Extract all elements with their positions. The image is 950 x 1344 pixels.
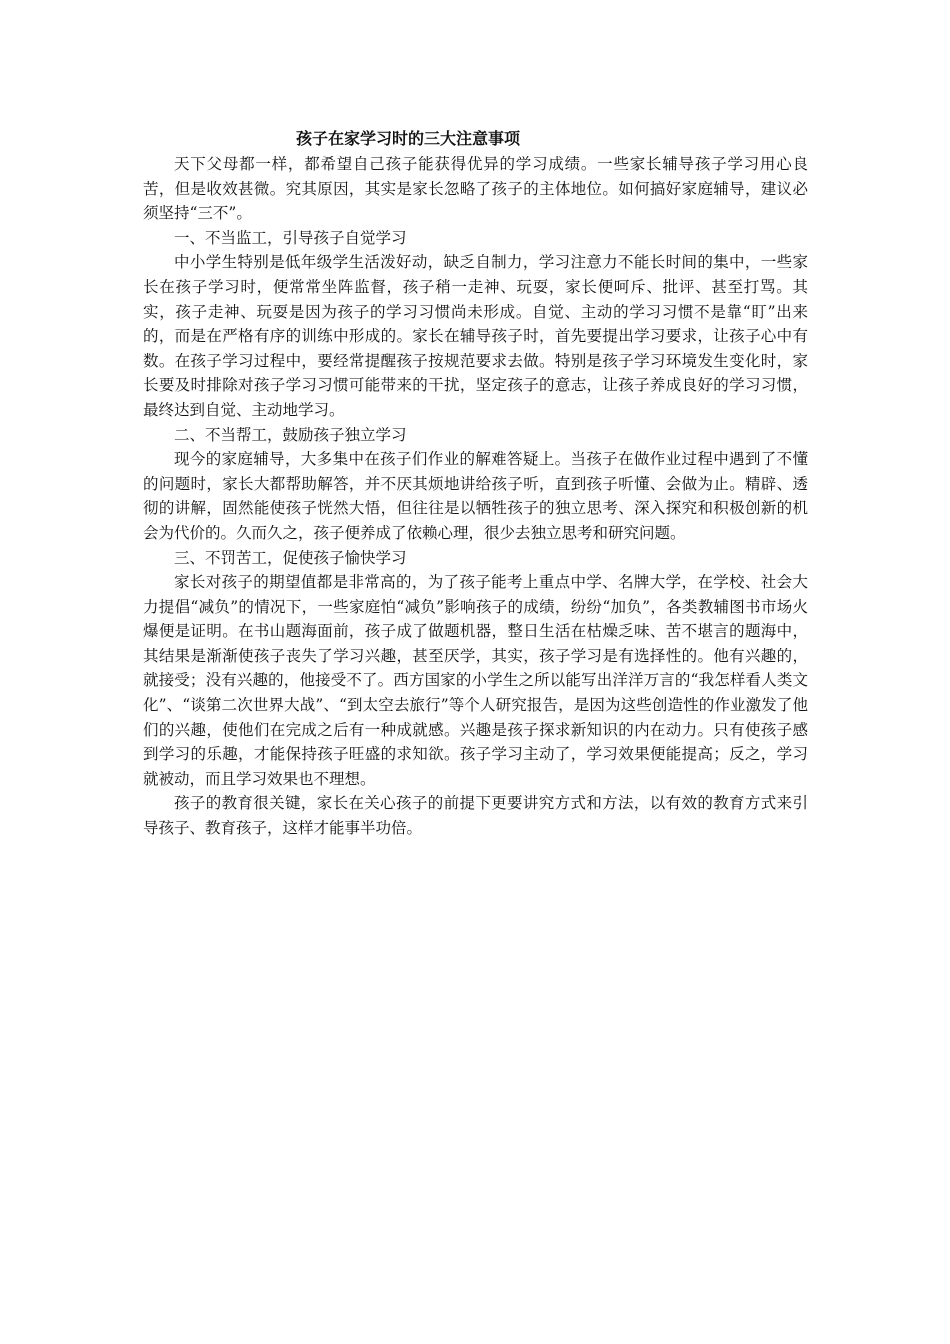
section-3-heading: 三、不罚苦工，促使孩子愉快学习 — [174, 548, 407, 567]
document-title: 孩子在家学习时的三大注意事项 — [296, 129, 521, 148]
conclusion-paragraph: 孩子的教育很关键，家长在关心孩子的前提下更要讲究方式和方法，以有效的教育方式来引导孩子、教育孩子，这样才能事半功倍。 — [143, 794, 808, 838]
section-2-heading: 二、不当帮工，鼓励孩子独立学习 — [174, 425, 407, 444]
intro-paragraph: 天下父母都一样，都希望自己孩子能获得优异的学习成绩。一些家长辅导孩子学习用心良苦，但是收效甚微。究其原因，其实是家长忽略了孩子的主体地位。如何搞好家庭辅导，建议必须坚持“三不”。 — [143, 155, 808, 223]
section-2-body: 现今的家庭辅导，大多集中在孩子们作业的解难答疑上。当孩子在做作业过程中遇到了不懂的问题时，家长大都帮助解答，并不厌其烦地讲给孩子听，直到孩子听懂、会做为止。精辟、透彻的讲解，固然能使孩子恍然大悟，但往往是以牺牲孩子的独立思考、深入探究和积极创新的机会为代价的。久而久之，孩子便养成了依赖心理，很少去独立思考和研究问题。 — [143, 450, 808, 542]
section-1-heading: 一、不当监工，引导孩子自觉学习 — [174, 228, 407, 247]
section-1-body: 中小学生特别是低年级学生活泼好动，缺乏自制力，学习注意力不能长时间的集中，一些家长在孩子学习时，便常常坐阵监督，孩子稍一走神、玩耍，家长便呵斥、批评、甚至打骂。其实，孩子走神、玩耍是因为孩子的学习习惯尚未形成。自觉、主动的学习习惯不是靠“盯”出来的，而是在严格有序的训练中形成的。家长在辅导孩子时，首先要提出学习要求，让孩子心中有数。在孩子学习过程中，要经常提醒孩子按规范要求去做。特别是孩子学习环境发生变化时，家长要及时排除对孩子学习习惯可能带来的干扰，坚定孩子的意志，让孩子养成良好的学习习惯，最终达到自觉、主动地学习。 — [143, 253, 808, 419]
document-body — [143, 127, 808, 841]
section-3-body: 家长对孩子的期望值都是非常高的，为了孩子能考上重点中学、名牌大学，在学校、社会大力提倡“减负”的情况下，一些家庭怕“减负”影响孩子的成绩，纷纷“加负”，各类教辅图书市场火爆便是证明。在书山题海面前，孩子成了做题机器，整日生活在枯燥乏味、苦不堪言的题海中，其结果是渐渐使孩子丧失了学习兴趣，甚至厌学，其实，孩子学习是有选择性的。他有兴趣的，就接受；没有兴趣的，他接受不了。西方国家的小学生之所以能写出洋洋万言的“我怎样看人类文化”、“谈第二次世界大战”、“到太空去旅行”等个人研究报告，是因为这些创造性的作业激发了他们的兴趣，使他们在完成之后有一种成就感。兴趣是孩子探求新知识的内在动力。只有使孩子感到学习的乐趣，才能保持孩子旺盛的求知欲。孩子学习主动了，学习效果便能提高；反之，学习就被动，而且学习效果也不理想。 — [143, 573, 808, 788]
